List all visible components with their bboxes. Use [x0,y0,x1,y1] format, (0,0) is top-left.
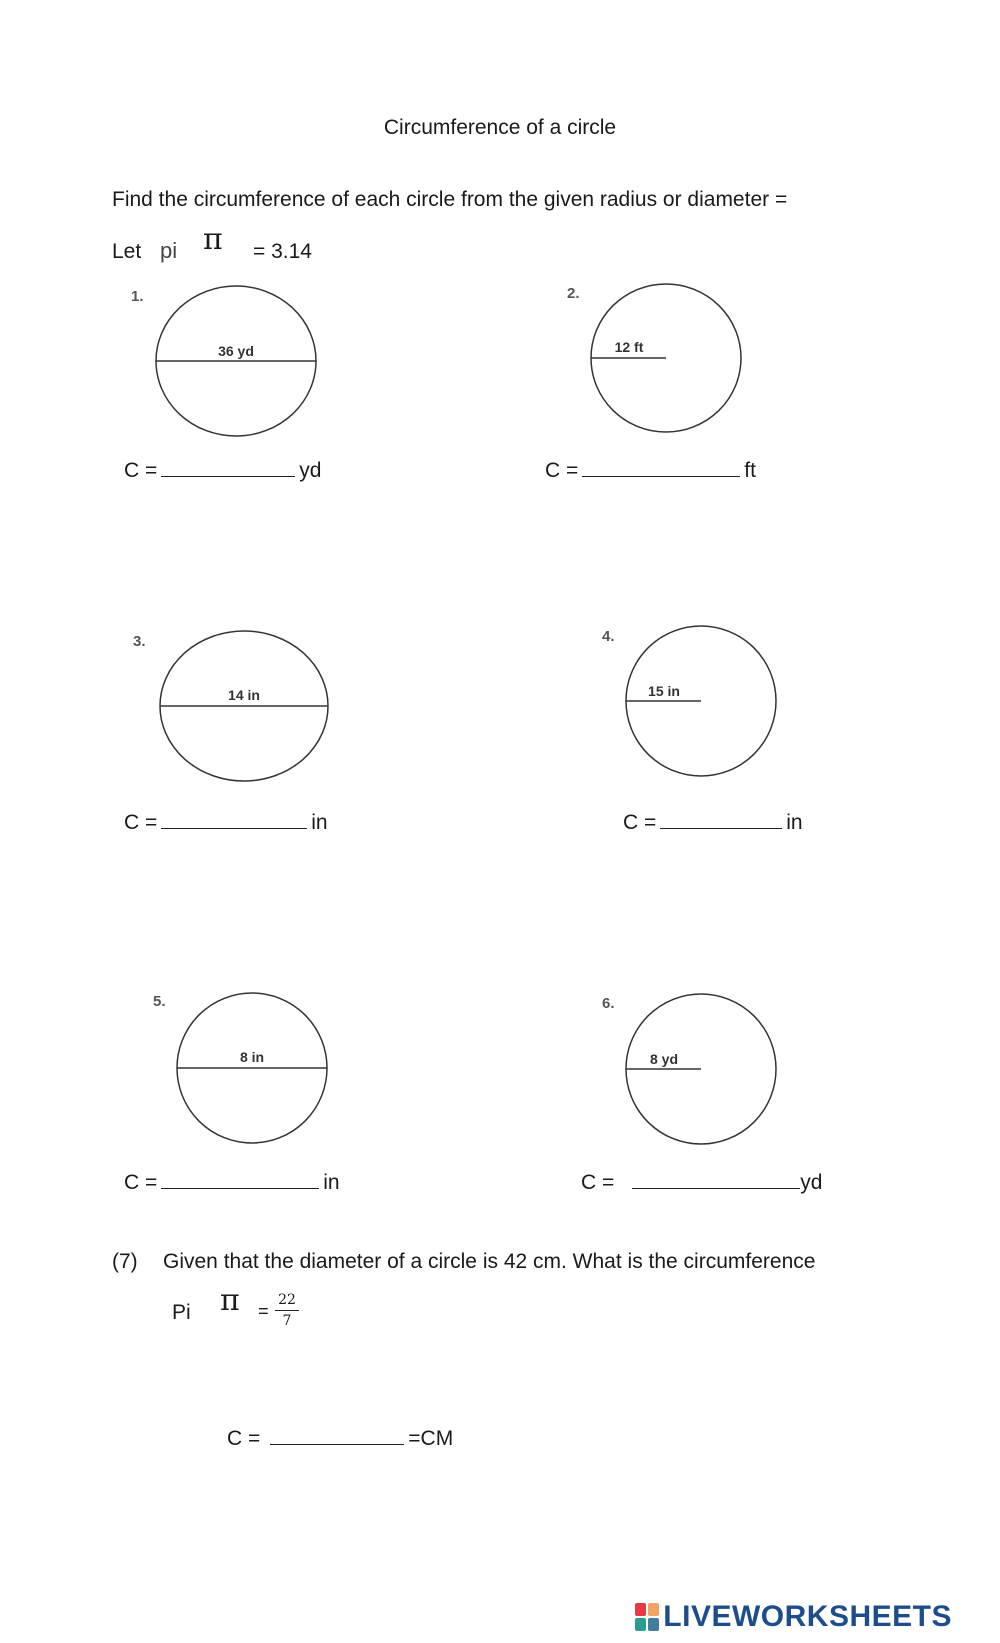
problem-number: 1. [131,288,144,305]
problem-number: 5. [153,993,166,1010]
page-title: Circumference of a circle [383,116,617,139]
pi-word: pi [160,238,178,263]
logo-tile [635,1618,646,1631]
answer-line [545,458,756,483]
problem-number: 2. [567,285,580,302]
answer-blank[interactable] [161,810,307,829]
answer-blank[interactable] [270,1426,404,1445]
answer-blank[interactable] [582,458,740,477]
answer-unit: yd [299,459,322,482]
answer-unit: ft [744,459,756,482]
answer-unit: in [786,811,803,834]
answer-blank[interactable] [660,810,782,829]
answer-line [124,458,321,483]
answer-line [124,1170,340,1195]
measure-label: 12 ft [614,339,644,355]
measure-label: 14 in [228,687,260,703]
circle-diagram [172,988,332,1148]
answer-prefix: C = [545,459,579,482]
question-number: (7) [112,1250,138,1273]
logo-tile [648,1618,659,1631]
answer-blank[interactable] [161,1170,319,1189]
circle-diagram [150,280,322,442]
fraction-numerator: 22 [278,1292,296,1308]
fraction-denominator: 7 [282,1313,292,1329]
logo-mark-icon [635,1603,659,1631]
circle-diagram [585,280,747,438]
answer-prefix: C = [124,811,158,834]
answer-blank[interactable] [632,1170,800,1189]
pi-symbol-icon: π [203,222,223,257]
answer-prefix: C = [124,1171,158,1194]
answer-unit: yd [800,1171,823,1194]
pi-value: = 3.14 [253,240,312,263]
pi-symbol-icon: π [220,1283,240,1318]
measure-label: 15 in [648,683,680,699]
answer-unit: =CM [408,1427,454,1450]
instruction-text: Find the circumference of each circle from the given radius or diameter = [112,188,788,211]
measure-label: 8 yd [649,1051,679,1067]
problem-number: 3. [133,633,146,650]
circle-diagram [620,988,782,1150]
answer-blank[interactable] [161,458,295,477]
let-label: Let [112,240,142,263]
logo-tile [648,1603,659,1616]
answer-line [581,1170,822,1195]
fraction [275,1292,299,1329]
circle-diagram [155,625,333,787]
circle-diagram [620,622,782,782]
measure-label: 36 yd [218,343,254,359]
problem-number: 4. [602,628,615,645]
question-text: Given that the diameter of a circle is 42 cm. What is the circumference [163,1250,816,1273]
answer-line [227,1426,453,1451]
problem-number: 6. [602,995,615,1012]
brand-name: LIVEWORKSHEETS [663,1600,952,1633]
liveworksheets-logo [635,1600,952,1634]
answer-line [623,810,803,835]
answer-line [124,810,328,835]
answer-prefix: C = [623,811,657,834]
equals-sign: = [258,1301,269,1321]
answer-unit: in [311,811,328,834]
pi-word: Pi [172,1301,191,1324]
answer-prefix: C = [124,459,158,482]
measure-label: 8 in [239,1049,265,1065]
answer-unit: in [323,1171,340,1194]
logo-tile [635,1603,646,1616]
answer-prefix: C = [581,1171,615,1194]
answer-prefix: C = [227,1427,261,1450]
